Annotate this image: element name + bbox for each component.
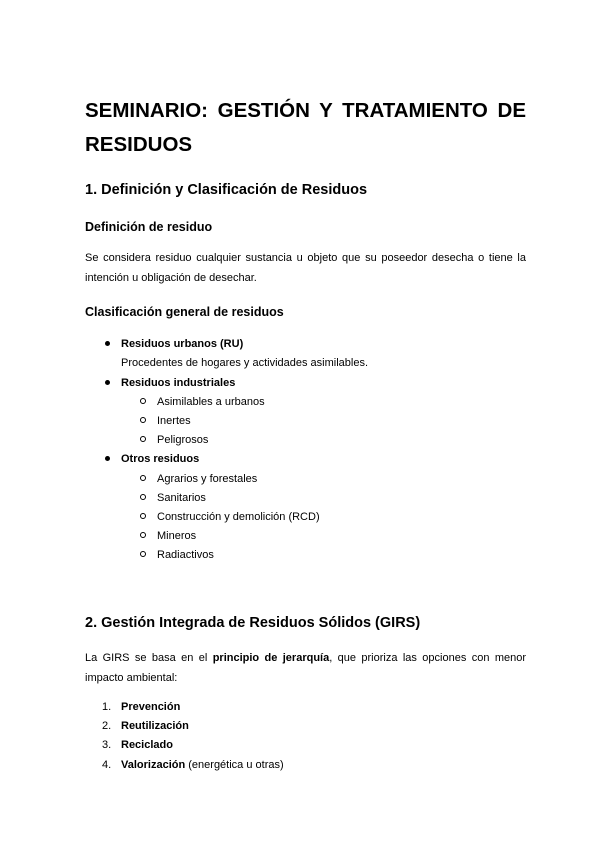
girs-intro bbox=[85, 649, 526, 688]
list-item-text bbox=[121, 719, 189, 733]
sub-bullet-icon bbox=[140, 417, 146, 423]
sub-bullet-icon bbox=[140, 436, 146, 442]
definition-text: Se considera residuo cualquier sustancia u objeto que su poseedor desecha o tiene la intención u obligación de desechar. bbox=[85, 252, 526, 284]
list-item-number: 1. bbox=[102, 701, 112, 713]
list-item-label: Residuos urbanos (RU) bbox=[121, 338, 244, 350]
classification-heading: Clasificación general de residuos bbox=[85, 305, 284, 319]
list-item-label: Reutilización bbox=[121, 720, 189, 732]
bullet-icon bbox=[105, 456, 110, 461]
section-2-heading: 2. Gestión Integrada de Residuos Sólidos (GIRS) bbox=[85, 615, 421, 631]
list-item-text bbox=[121, 758, 284, 772]
list-item-label: Prevención bbox=[121, 701, 181, 713]
sub-list-item: Radiactivos bbox=[157, 549, 214, 561]
bullet-icon bbox=[105, 380, 110, 385]
list-item-text bbox=[121, 700, 180, 714]
girs-intro-bold: principio de jerarquía bbox=[212, 652, 330, 664]
bullet-icon bbox=[105, 341, 110, 346]
list-item-number: 4. bbox=[102, 759, 112, 771]
list-item-number: 2. bbox=[102, 720, 112, 732]
sub-list-item: Inertes bbox=[157, 415, 191, 427]
sub-bullet-icon bbox=[140, 475, 146, 481]
sub-bullet-icon bbox=[140, 551, 146, 557]
list-item-note: (energética u otras) bbox=[185, 759, 284, 771]
list-item-label: Valorización bbox=[121, 759, 186, 771]
list-item-description: Procedentes de hogares y actividades asimilables. bbox=[121, 357, 369, 369]
sub-list-item: Sanitarios bbox=[157, 492, 206, 504]
list-item-text bbox=[121, 738, 173, 752]
sub-bullet-icon bbox=[140, 513, 146, 519]
sub-list-item: Agrarios y forestales bbox=[157, 473, 258, 485]
sub-list-item: Construcción y demolición (RCD) bbox=[157, 511, 320, 523]
list-item-label: Otros residuos bbox=[121, 453, 200, 465]
definition-heading: Definición de residuo bbox=[85, 220, 213, 234]
sub-list-item: Mineros bbox=[157, 530, 197, 542]
list-item-number: 3. bbox=[102, 739, 112, 751]
section-1-heading: 1. Definición y Clasificación de Residuos bbox=[85, 182, 368, 198]
list-item-label: Residuos industriales bbox=[121, 377, 236, 389]
girs-intro-before: La GIRS se basa en el bbox=[85, 652, 213, 664]
sub-list-item: Peligrosos bbox=[157, 434, 209, 446]
document-title: SEMINARIO: GESTIÓN Y TRATAMIENTO DE RESIDUOS bbox=[85, 99, 526, 156]
sub-list-item: Asimilables a urbanos bbox=[157, 396, 265, 408]
sub-bullet-icon bbox=[140, 494, 146, 500]
sub-bullet-icon bbox=[140, 532, 146, 538]
sub-bullet-icon bbox=[140, 398, 146, 404]
list-item-label: Reciclado bbox=[121, 739, 173, 751]
girs-intro-after: , que prioriza las opciones con menor impacto ambiental: bbox=[85, 652, 527, 684]
